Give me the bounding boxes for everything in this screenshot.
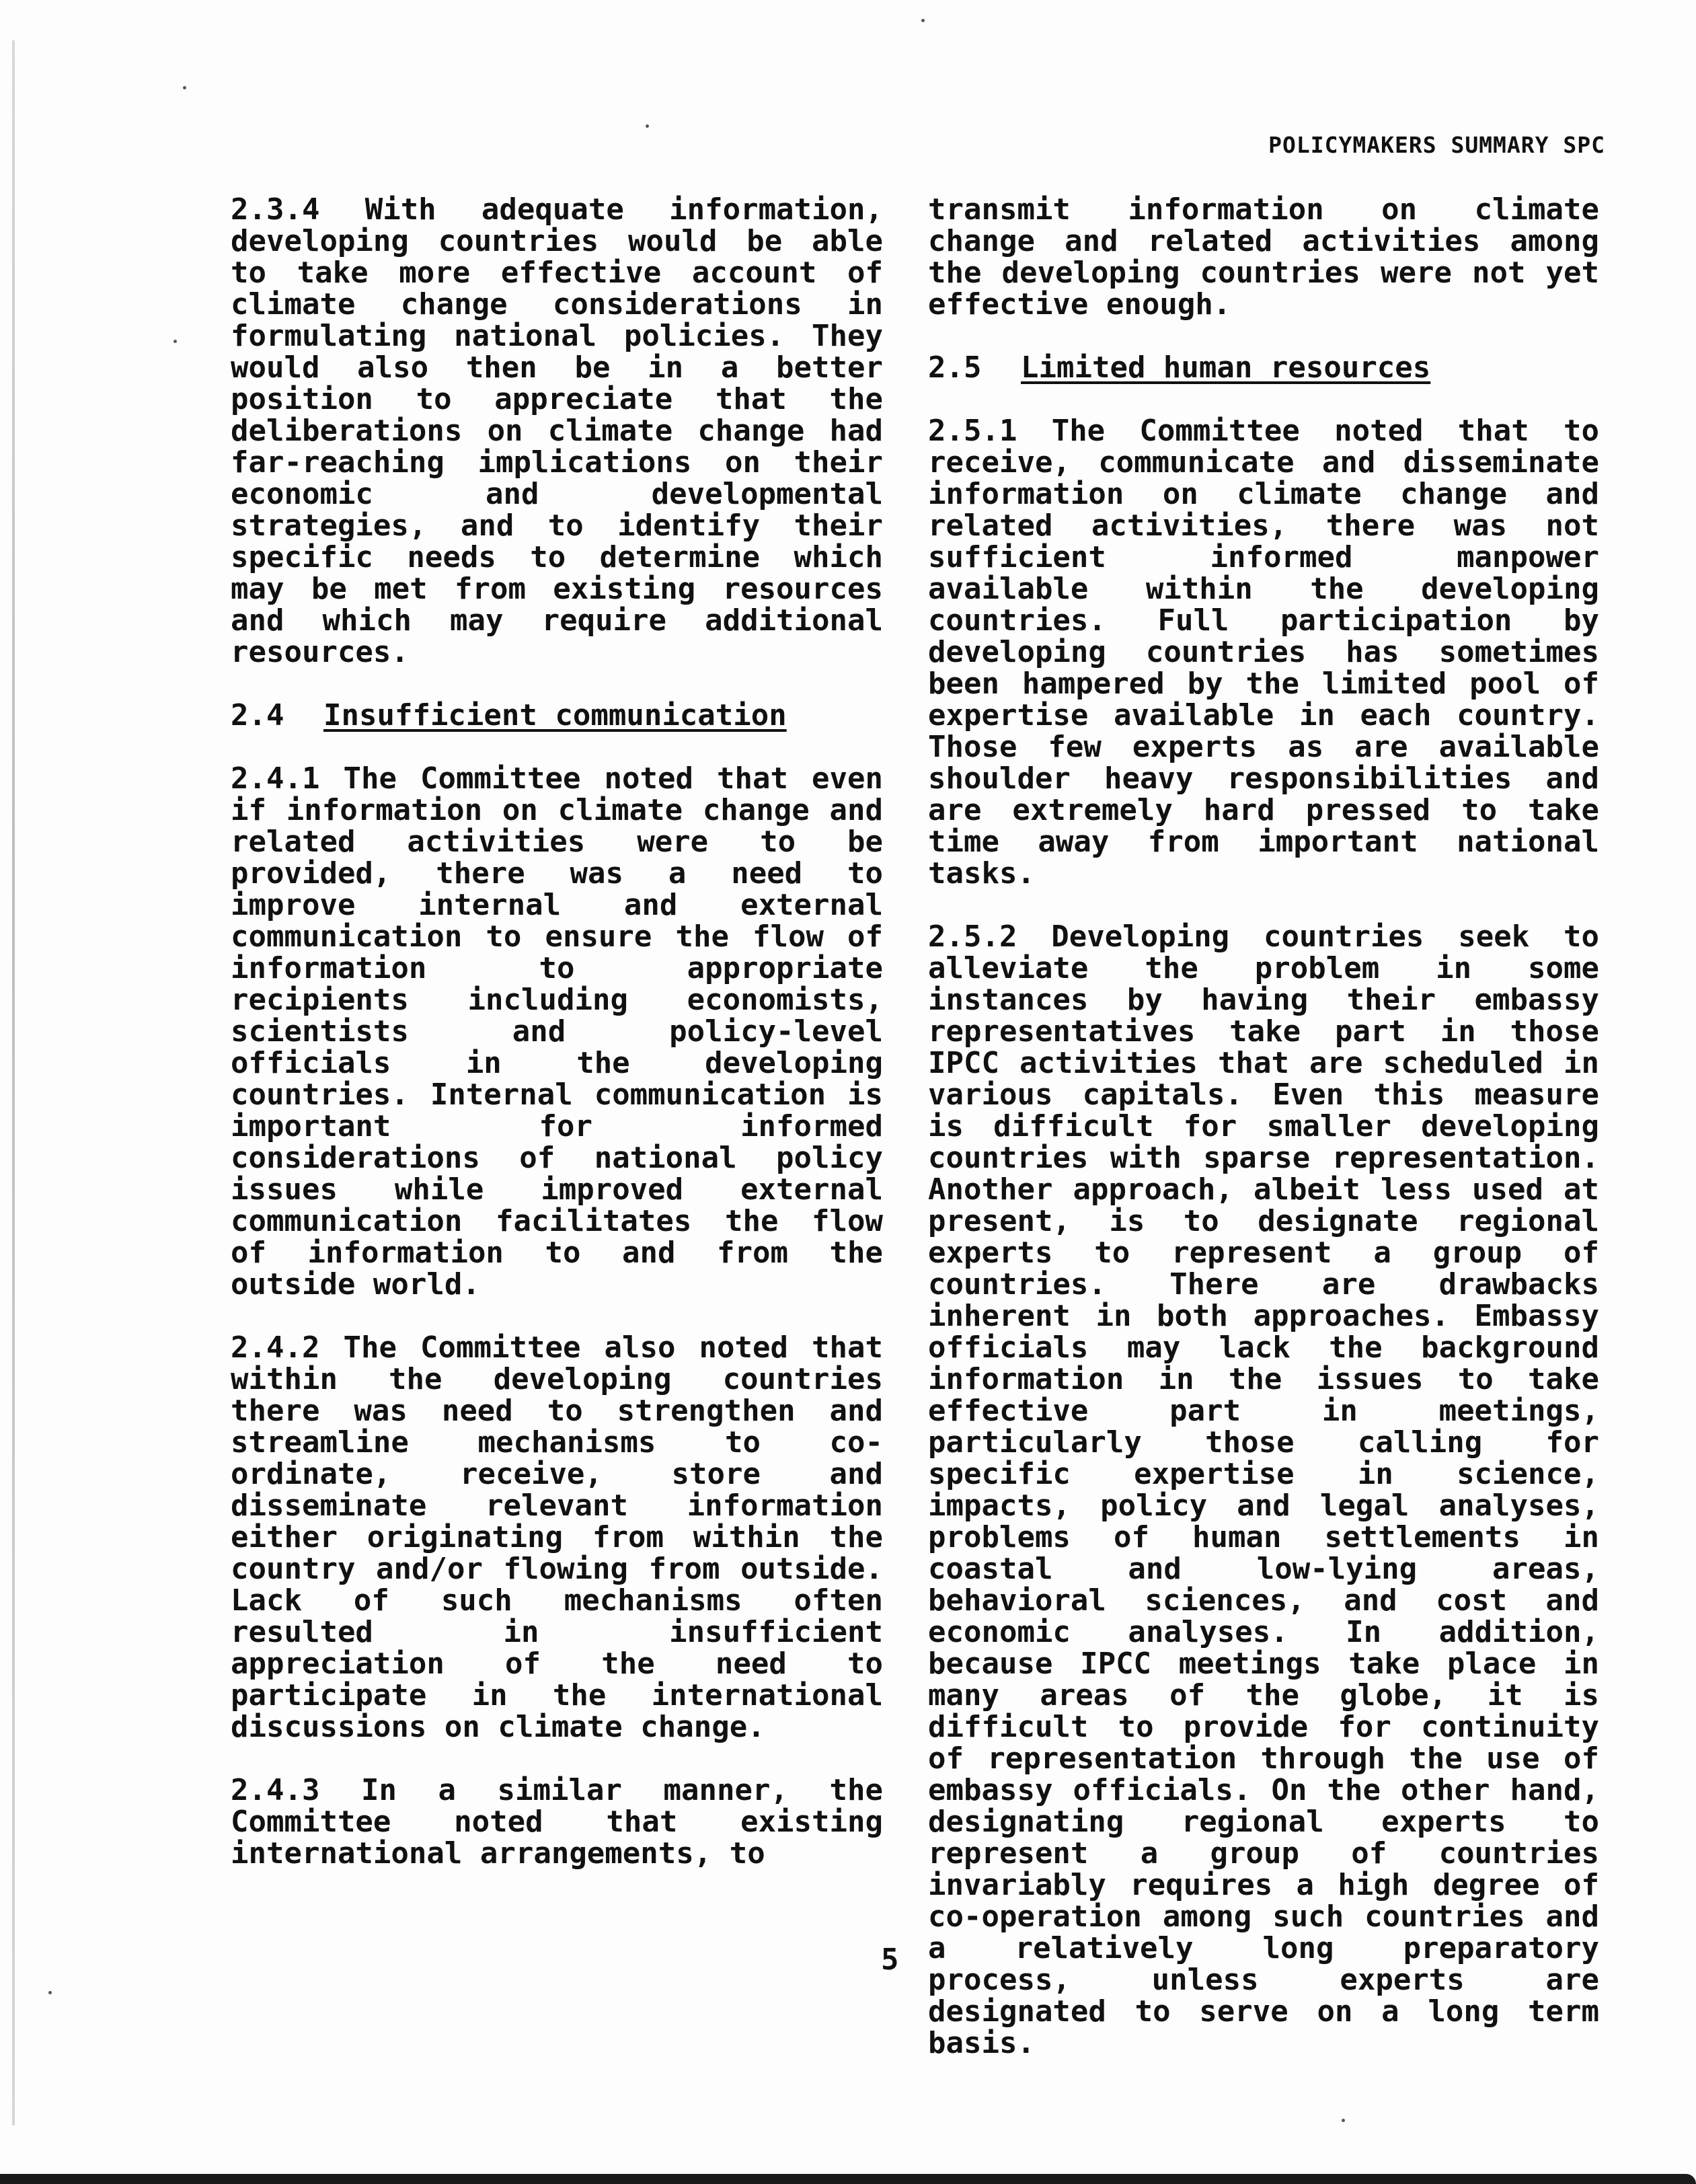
scan-speck	[921, 19, 925, 22]
page-number: 5	[881, 1943, 899, 1977]
section-number: 2.4	[231, 698, 284, 732]
section-title: Limited human resources	[1021, 350, 1431, 385]
paragraph-2-4-3-continued: transmit information on climate change and related activities among the developing countries were not yet effective enough.	[928, 192, 1599, 322]
section-title: Insufficient communication	[323, 698, 787, 732]
scan-left-edge	[12, 40, 15, 2125]
scan-speck	[183, 86, 186, 89]
paragraph-2-5-2: 2.5.2 Developing countries seek to alleviate the problem in some instances by having their embassy representatives take part in those IPCC activities that are scheduled in various capitals. Even this measure is difficult for smaller developing countries with sparse representation. Another approach, albeit less used at present, is to designate regional experts to represent a group of countries. There are drawbacks inherent in both approaches. Embassy officials may lack the background information in the issues to take effective part in meetings, particularly those calling for specific expertise in science, impacts, policy and legal analyses, problems of human settlements in coastal and low-lying areas, behavioral sciences, and cost and economic analyses. In addition, because IPCC meetings take place in many areas of the globe, it is difficult to provide for continuity of representation through the use of embassy officials. On the other hand, designating regional experts to represent a group of countries invariably requires a high degree of co-operation among such countries and a relatively long preparatory process, unless experts are designated to serve on a long term basis.	[928, 919, 1599, 2060]
section-heading-2-4	[231, 700, 883, 731]
left-column	[231, 194, 883, 1901]
scan-speck	[646, 124, 649, 128]
paragraph-2-4-2: 2.4.2 The Committee also noted that within the developing countries there was need to strengthen and streamline mechanisms to co-ordinate, receive, store and disseminate relevant information either originating from within the country and/or flowing from outside. Lack of such mechanisms often resulted in insufficient appreciation of the need to participate in the international discussions on climate change.	[231, 1330, 883, 1744]
section-number: 2.5	[928, 350, 982, 385]
paragraph-2-3-4: 2.3.4 With adequate information, developing countries would be able to take more effective account of climate change considerations in formulating national policies. They would also then be in a better position to appreciate that the deliberations on climate change had far-reaching implications on their economic and developmental strategies, and to identify their specific needs to determine which may be met from existing resources and which may require additional resources.	[231, 192, 883, 669]
scan-speck	[48, 1991, 52, 1994]
scan-bottom-edge	[0, 2174, 1696, 2184]
right-column	[928, 194, 1599, 2091]
section-heading-2-5	[928, 352, 1599, 383]
paragraph-2-4-3-start: 2.4.3 In a similar manner, the Committee noted that existing international arrangements, to	[231, 1773, 883, 1871]
paragraph-2-5-1: 2.5.1 The Committee noted that to receive, communicate and disseminate information on climate change and related activities, there was not sufficient informed manpower available within the developing countries. Full participation by developing countries has sometimes been hampered by the limited pool of expertise available in each country. Those few experts as are available shoulder heavy responsibilities and are extremely hard pressed to take time away from important national tasks.	[928, 414, 1599, 891]
paragraph-2-4-1: 2.4.1 The Committee noted that even if information on climate change and related activities were to be provided, there was a need to improve internal and external communication to ensure the flow of information to appropriate recipients including economists, scientists and policy-level officials in the developing countries. Internal communication is important for informed considerations of national policy issues while improved external communication facilitates the flow of information to and from the outside world.	[231, 761, 883, 1302]
scan-speck	[174, 340, 177, 343]
scan-speck	[1342, 2119, 1345, 2122]
running-head: POLICYMAKERS SUMMARY SPC	[1268, 132, 1605, 158]
